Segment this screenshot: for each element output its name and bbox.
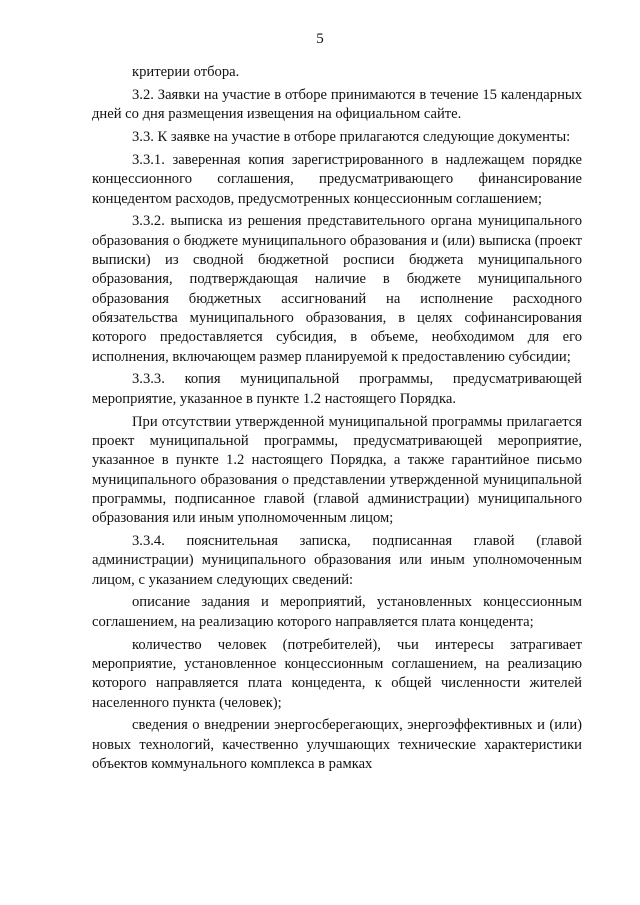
paragraph-3-2: 3.2. Заявки на участие в отборе принимаются в течение 15 календарных дней со дня размещения извещения на официальном сайте. <box>92 86 582 123</box>
paragraph-3-3-4: 3.3.4. пояснительная записка, подписанная главой (главой администрации) муниципального образования или иным уполномоченным лицом, с указанием следующих сведений: <box>92 532 582 588</box>
paragraph-3-3: 3.3. К заявке на участие в отборе прилагаются следующие документы: <box>132 129 571 146</box>
paragraph-task-description: описание задания и мероприятий, установленных концессионным соглашением, на реализацию которого направляется плата концедента; <box>92 594 582 630</box>
paragraph-technologies: сведения о внедрении энергосберегающих, энергоэффективных и (или) новых технологий, качественно улучшающих технические характеристики объектов коммунального комплекса в рамках <box>92 717 582 773</box>
paragraph-consumers-count: количество человек (потребителей), чьи интересы затрагивает мероприятие, установленное концессионным соглашением, на реализацию которого направляется плата концедента, к общей численности жителей населенного пункта (человек); <box>92 636 582 711</box>
paragraph-3-3-3: 3.3.3. копия муниципальной программы, предусматривающей мероприятие, указанное в пункте 1.2 настоящего Порядка. <box>92 371 582 407</box>
paragraph-program-absence: При отсутствии утвержденной муниципальной программы прилагается проект муниципальной программы, предусматривающей мероприятие, указанное в пункте 1.2 настоящего Порядка, а также гарантийное письмо муниципального образования о представлении утвержденной муниципальной программы, подписанное главой (главой администрации) муниципального образования или иным уполномоченным лицом; <box>92 413 582 527</box>
paragraph-3-3-1: 3.3.1. заверенная копия зарегистрированного в надлежащем порядке концессионного соглашения, предусматривающего финансирование концедентом расходов, предусмотренных концессионным соглашением; <box>92 151 582 207</box>
page-number: 5 <box>316 31 324 47</box>
paragraph-criteria-end: критерии отбора. <box>132 64 240 80</box>
document-body <box>92 63 582 778</box>
paragraph-3-3-2: 3.3.2. выписка из решения представительного органа муниципального образования о бюджете муниципального образования и (или) выписка (проект выписки) из сводной бюджетной росписи бюджета муниципального образования, подтверждающая наличие в бюджете муниципального образования бюджетных ассигнований на исполнение расходного обязательства муниципального образования, в целях софинансирования которого предоставляется субсидия, в объеме, необходимом для его исполнения, включающем размер планируемой к предоставлению субсидии; <box>92 213 582 365</box>
